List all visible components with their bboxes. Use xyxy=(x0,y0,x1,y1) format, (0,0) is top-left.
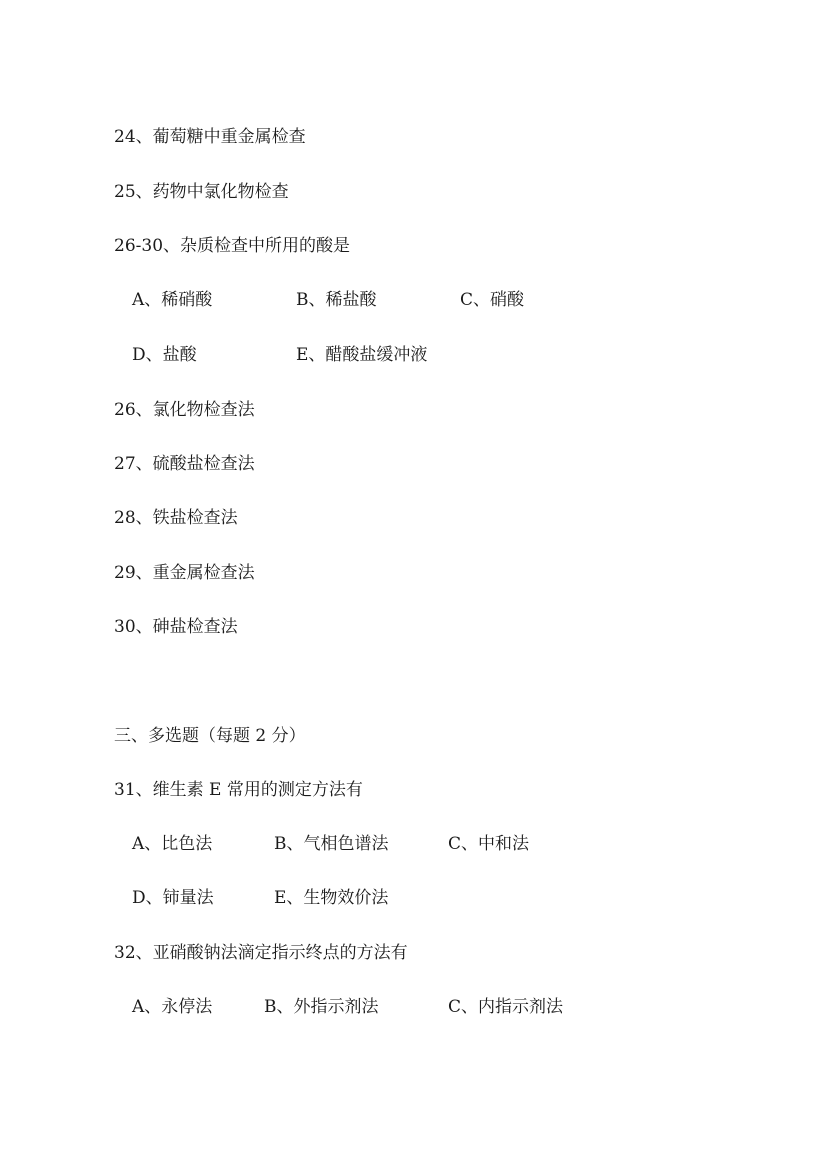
option-31-d: D、铈量法 xyxy=(132,888,214,908)
question-27: 27、硫酸盐检查法 xyxy=(114,454,255,474)
question-26-30-stem: 26-30、杂质检查中所用的酸是 xyxy=(114,236,351,256)
question-31: 31、维生素 E 常用的测定方法有 xyxy=(114,780,363,800)
option-26-30-b: B、稀盐酸 xyxy=(296,290,377,310)
option-32-a: A、永停法 xyxy=(132,997,213,1017)
question-32: 32、亚硝酸钠法滴定指示终点的方法有 xyxy=(114,943,408,963)
question-26: 26、氯化物检查法 xyxy=(114,400,255,420)
option-31-b: B、气相色谱法 xyxy=(274,834,389,854)
option-31-a: A、比色法 xyxy=(132,834,213,854)
question-25: 25、药物中氯化物检查 xyxy=(114,182,289,202)
option-26-30-e: E、醋酸盐缓冲液 xyxy=(296,345,428,365)
section-heading-multiple-choice: 三、多选题（每题 2 分） xyxy=(114,726,306,746)
question-24: 24、葡萄糖中重金属检查 xyxy=(114,127,306,147)
option-26-30-c: C、硝酸 xyxy=(460,290,525,310)
option-26-30-d: D、盐酸 xyxy=(132,345,197,365)
option-32-b: B、外指示剂法 xyxy=(264,997,379,1017)
question-29: 29、重金属检查法 xyxy=(114,563,255,583)
option-32-c: C、内指示剂法 xyxy=(448,997,564,1017)
option-31-e: E、生物效价法 xyxy=(274,888,389,908)
question-28: 28、铁盐检查法 xyxy=(114,508,238,528)
option-26-30-a: A、稀硝酸 xyxy=(132,290,213,310)
question-30: 30、砷盐检查法 xyxy=(114,617,238,637)
option-31-c: C、中和法 xyxy=(448,834,530,854)
